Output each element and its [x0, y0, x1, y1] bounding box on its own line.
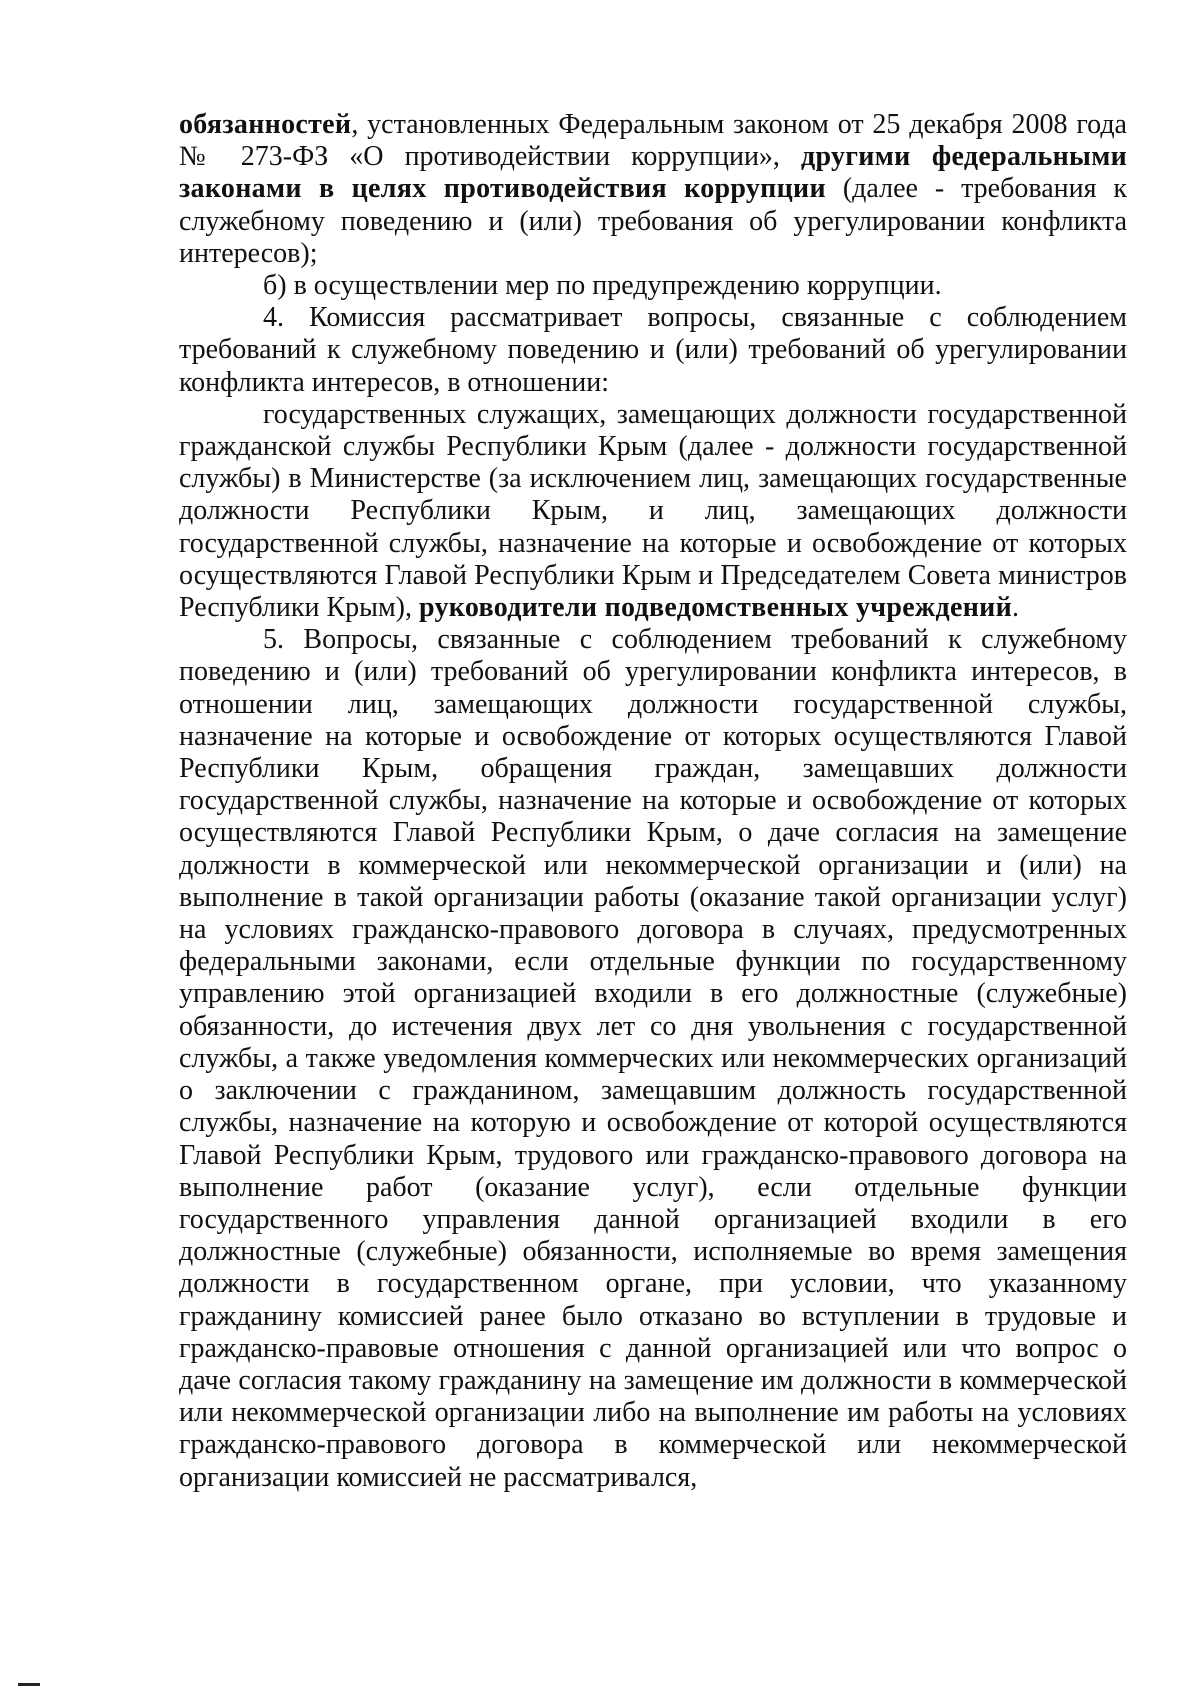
- text-run: 4. Комиссия рассматривает вопросы, связанные с соблюдением требований к служебному поведению и (или) требований об урегулировании конфликта интересов, в отношении:: [179, 302, 1127, 398]
- paragraph-clause-4-list: [179, 399, 1127, 624]
- scan-edge-mark: [18, 1683, 40, 1686]
- paragraph-clause-4: [179, 302, 1127, 399]
- paragraph-1-continuation: [179, 109, 1127, 270]
- text-run: 5. Вопросы, связанные с соблюдением требований к служебному поведению и (или) требований об урегулировании конфликта интересов, в отношении лиц, замещающих должности государственной службы, назначение на которые и освобождение от которых осуществляются Главой Республики Крым, обращения граждан, замещавших должности государственной службы, назначение на которые и освобождение от которых осуществляются Главой Республики Крым, о даче согласия на замещение должности в коммерческой или некоммерческой организации и (или) на выполнение в такой организации работы (оказание такой организации услуг) на условиях гражданско-правового договора в случаях, предусмотренных федеральными законами, если отдельные функции по государственному управлению этой организацией входили в его должностные (служебные) обязанности, до истечения двух лет со дня увольнения с государственной службы, а также уведомления коммерческих или некоммерческих организаций о заключении с гражданином, замещавшим должность государственной службы, назначение на которую и освобождение от которой осуществляются Главой Республики Крым, трудового или гражданско-правового договора на выполнение работ (оказание услуг), если отдельные функции государственного управления данной организацией входили в его должностные (служебные) обязанности, исполняемые во время замещения должности в государственном органе, при условии, что указанному гражданину комиссией ранее было отказано во вступлении в трудовые и гражданско-правовые отношения с данной организацией или что вопрос о даче согласия такому гражданину на замещение им должности в коммерческой или некоммерческой организации либо на выполнение им работы на условиях гражданско-правового договора в коммерческой или некоммерческой организации комиссией не рассматривался,: [179, 624, 1127, 1493]
- text-run: .: [1012, 592, 1020, 624]
- paragraph-clause-5: [179, 624, 1127, 1493]
- document-page: [179, 109, 1127, 1494]
- text-run: б) в осуществлении мер по предупреждению коррупции.: [263, 270, 942, 302]
- text-run: , установленных Федеральным законом от 25 декабря 2008 года № 273-ФЗ «О противодействии коррупции»,: [179, 109, 1127, 173]
- bold-run: обязанностей: [179, 109, 352, 140]
- text-run: (далее - требования к служебному поведению и (или) требования об урегулировании конфликта интересов);: [179, 173, 1127, 269]
- bold-run: руководители подведомственных учреждений: [419, 592, 1013, 624]
- paragraph-item-b: [179, 270, 1127, 302]
- bold-run: другими федеральными законами в целях противодействия коррупции: [179, 141, 1128, 205]
- text-run: государственных служащих, замещающих должности государственной гражданской службы Республики Крым (далее - должности государственной службы) в Министерстве (за исключением лиц, замещающих государственные должности Республики Крым, и лиц, замещающих должности государственной службы, назначение на которые и освобождение от которых осуществляются Главой Республики Крым и Председателем Совета министров Республики Крым),: [179, 398, 1127, 624]
